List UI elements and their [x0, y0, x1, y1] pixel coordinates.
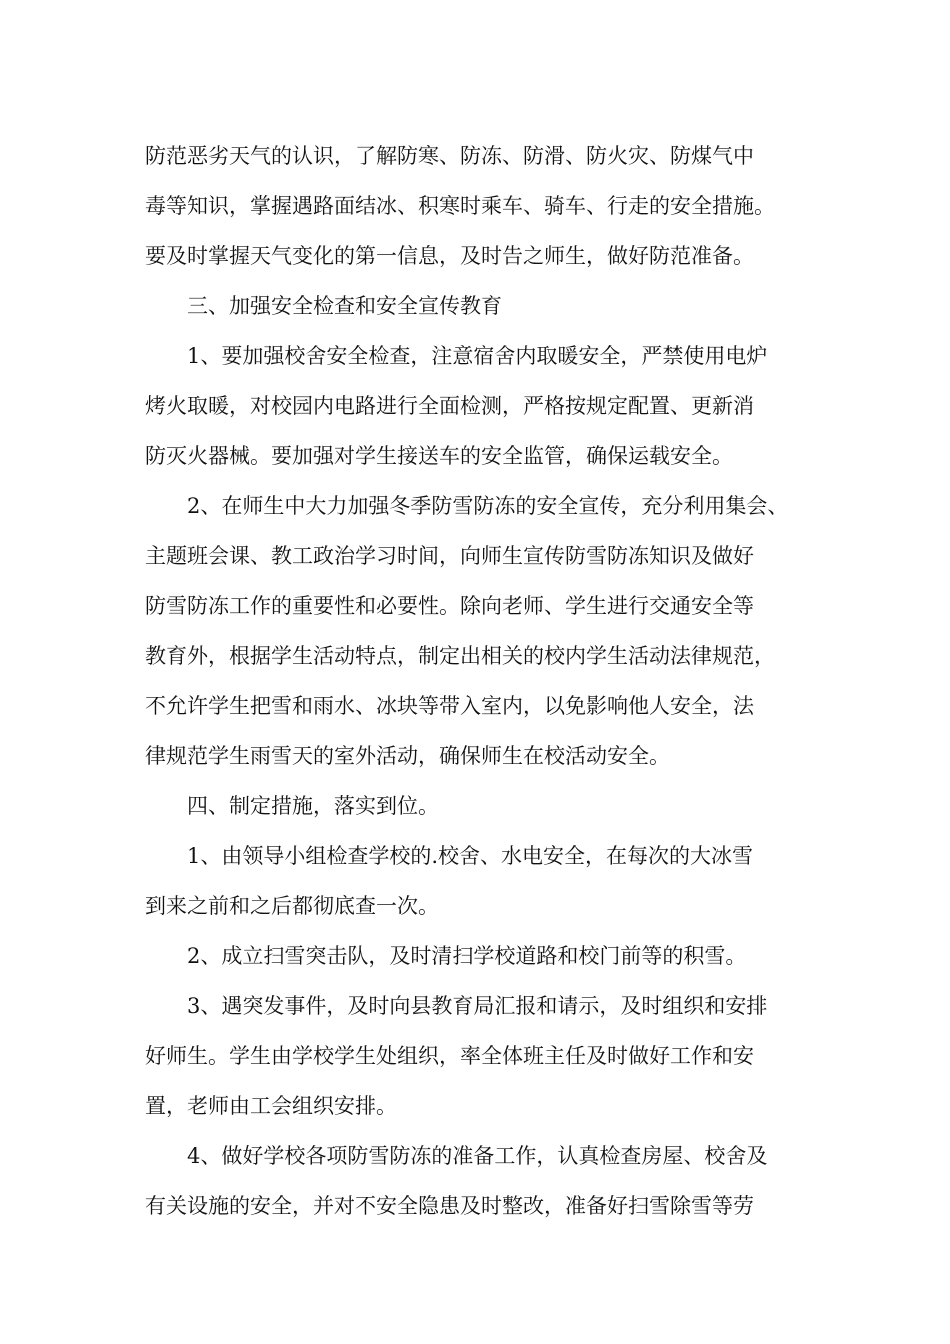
text-line: 主题班会课、教工政治学习时间，向师生宣传防雪防冻知识及做好: [145, 544, 754, 568]
text-line: 防灭火器械。要加强对学生接送车的安全监管，确保运载安全。: [145, 444, 733, 468]
text-line: 毒等知识，掌握遇路面结冰、积寒时乘车、骑车、行走的安全措施。: [145, 194, 775, 218]
text-line: 好师生。学生由学校学生处组织，率全体班主任及时做好工作和安: [145, 1044, 754, 1068]
text-line: 烤火取暖，对校园内电路进行全面检测，严格按规定配置、更新消: [145, 394, 754, 418]
text-line: 1、由领导小组检查学校的.校舍、水电安全，在每次的大冰雪: [187, 844, 754, 868]
text-line: 不允许学生把雪和雨水、冰块等带入室内，以免影响他人安全，法: [145, 694, 754, 718]
text-line: 有关设施的安全，并对不安全隐患及时整改，准备好扫雪除雪等劳: [145, 1194, 754, 1218]
text-line: 4、做好学校各项防雪防冻的准备工作，认真检查房屋、校舍及: [187, 1144, 768, 1168]
section-heading: 四、制定措施，落实到位。: [187, 794, 439, 818]
text-line: 3、遇突发事件，及时向县教育局汇报和请示，及时组织和安排: [187, 994, 768, 1018]
text-line: 到来之前和之后都彻底查一次。: [145, 894, 439, 918]
text-line: 1、要加强校舍安全检查，注意宿舍内取暖安全，严禁使用电炉: [187, 344, 768, 368]
text-line: 教育外，根据学生活动特点，制定出相关的校内学生活动法律规范，: [145, 644, 775, 668]
section-heading: 三、加强安全检查和安全宣传教育: [187, 294, 502, 318]
text-line: 置，老师由工会组织安排。: [145, 1094, 397, 1118]
document-body: [145, 131, 817, 1231]
text-line: 2、成立扫雪突击队，及时清扫学校道路和校门前等的积雪。: [187, 944, 747, 968]
text-line: 要及时掌握天气变化的第一信息，及时告之师生，做好防范准备。: [145, 244, 754, 268]
text-line: 律规范学生雨雪天的室外活动，确保师生在校活动安全。: [145, 744, 670, 768]
text-line: 防雪防冻工作的重要性和必要性。除向老师、学生进行交通安全等: [145, 594, 754, 618]
text-line: 2、在师生中大力加强冬季防雪防冻的安全宣传，充分利用集会、: [187, 494, 789, 518]
text-line: 防范恶劣天气的认识，了解防寒、防冻、防滑、防火灾、防煤气中: [145, 144, 754, 168]
